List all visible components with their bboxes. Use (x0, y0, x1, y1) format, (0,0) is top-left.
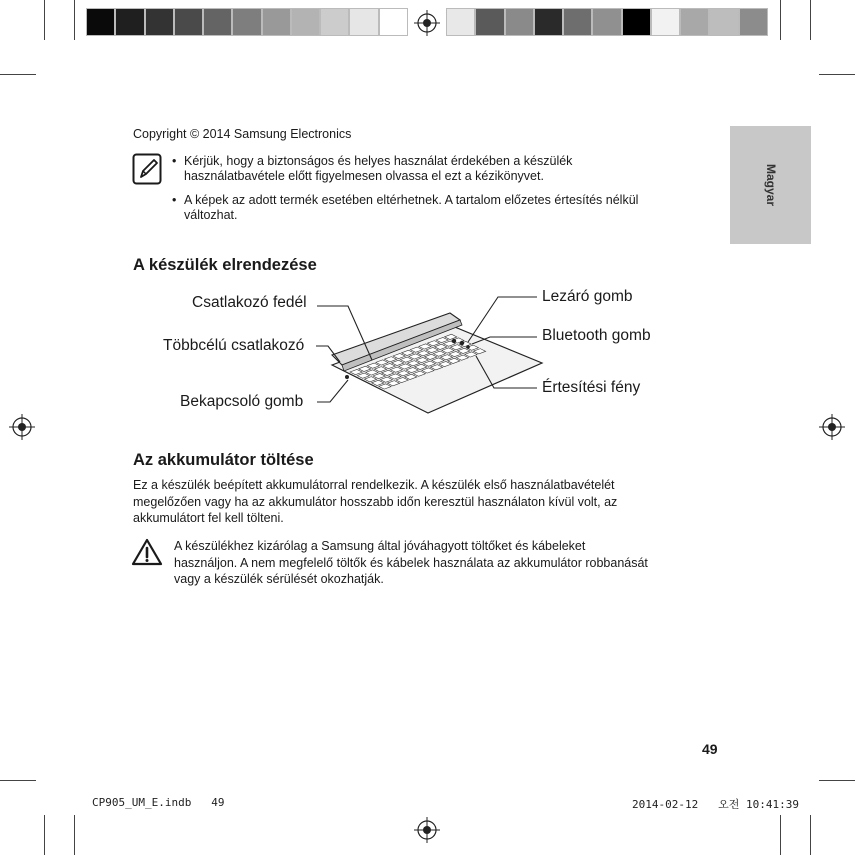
color-swatch (232, 8, 261, 36)
note-line: Kérjük, hogy a biztonságos és helyes használat érdekében a készülék (184, 154, 573, 168)
color-swatch (262, 8, 291, 36)
paragraph-line: megelőzően vagy ha az akkumulátor hosszabb időn keresztül használaton kívül volt, az (133, 494, 618, 509)
notes-list (172, 154, 722, 223)
color-swatch (446, 8, 475, 36)
crop-mark (780, 0, 781, 40)
list-item: • Kérjük, hogy a biztonságos és helyes használat érdekében a készülék használatbavétele előtt figyelmesen olvassa el ezt a kézikönyvet. (172, 154, 722, 184)
list-item: • A képek az adott termék esetében eltérhetnek. A tartalom előzetes értesítés nélkül változhat. (172, 193, 722, 223)
crop-mark (810, 815, 811, 855)
warning-line: A készülékhez kizárólag a Samsung által jóváhagyott töltőket és kábeleket (174, 539, 586, 553)
note-line: változhat. (184, 208, 238, 222)
color-swatch (203, 8, 232, 36)
label-lock-button: Lezáró gomb (542, 288, 633, 305)
callout-leader-lines (300, 280, 545, 415)
label-connector-cover: Csatlakozó fedél (192, 294, 307, 311)
color-bar-right (446, 8, 768, 36)
battery-paragraph (133, 477, 733, 527)
color-swatch (86, 8, 115, 36)
color-swatch (622, 8, 651, 36)
color-swatch (145, 8, 174, 36)
color-swatch (563, 8, 592, 36)
color-swatch (651, 8, 680, 36)
crop-mark (44, 815, 45, 855)
crop-mark (74, 815, 75, 855)
crop-mark (0, 780, 36, 781)
color-swatch (379, 8, 408, 36)
color-swatch (475, 8, 504, 36)
registration-mark-icon (414, 10, 440, 36)
color-swatch (592, 8, 621, 36)
color-swatch (349, 8, 378, 36)
section-title-battery: Az akkumulátor töltése (133, 451, 314, 469)
crop-mark (44, 0, 45, 40)
color-swatch (534, 8, 563, 36)
label-indicator-light: Értesítési fény (542, 379, 641, 396)
label-multi-connector: Többcélú csatlakozó (163, 337, 305, 354)
crop-mark (819, 74, 855, 75)
color-swatch (115, 8, 144, 36)
copyright-text: Copyright © 2014 Samsung Electronics (133, 127, 352, 141)
label-bluetooth-button: Bluetooth gomb (542, 327, 651, 344)
language-tab (730, 126, 811, 244)
label-power-button: Bekapcsoló gomb (180, 393, 304, 410)
page-number: 49 (702, 741, 718, 757)
note-line: használatbavétele előtt figyelmesen olvassa el ezt a kézikönyvet. (184, 169, 544, 183)
warning-text (174, 538, 734, 588)
warning-line: vagy a készülék sérülését okozhatják. (174, 572, 384, 586)
color-swatch (291, 8, 320, 36)
crop-mark (810, 0, 811, 40)
warning-triangle-icon (131, 537, 163, 567)
section-title-layout: A készülék elrendezése (133, 256, 317, 274)
color-swatch (320, 8, 349, 36)
paragraph-line: akkumulátort fel kell tölteni. (133, 511, 284, 525)
color-swatch (680, 8, 709, 36)
color-swatch (739, 8, 768, 36)
pencil-note-icon (132, 153, 162, 185)
slug-timestamp: 2014-02-12 오전 10:41:39 (632, 798, 799, 811)
color-bar-left (86, 8, 408, 36)
paragraph-line: Ez a készülék beépített akkumulátorral rendelkezik. A készülék első használatbavételét (133, 478, 615, 492)
registration-mark-icon (9, 414, 35, 440)
color-swatch (709, 8, 738, 36)
color-swatch (174, 8, 203, 36)
registration-mark-icon (414, 817, 440, 843)
color-swatch (505, 8, 534, 36)
crop-mark (0, 74, 36, 75)
crop-mark (819, 780, 855, 781)
crop-mark (780, 815, 781, 855)
note-line: A képek az adott termék esetében eltérhetnek. A tartalom előzetes értesítés nélkül (184, 193, 639, 207)
slug-file-name: CP905_UM_E.indb 49 (92, 796, 225, 809)
language-tab-label: Magyar (763, 163, 778, 207)
registration-mark-icon (819, 414, 845, 440)
warning-line: használjon. A nem megfelelő töltők és kábelek használata az akkumulátor robbanását (174, 555, 648, 570)
crop-mark (74, 0, 75, 40)
